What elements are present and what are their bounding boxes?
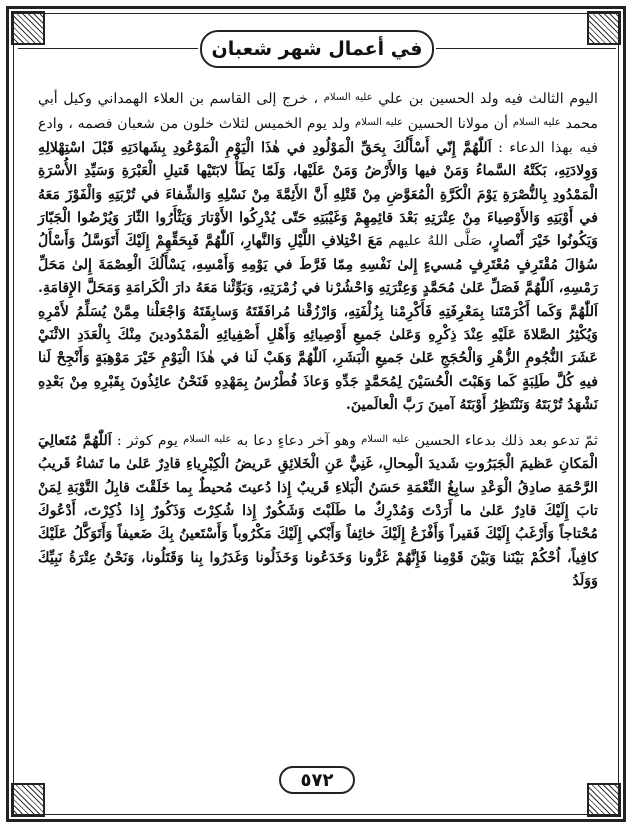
text-segment: صَلَّى اللهُ عليهم xyxy=(382,233,483,250)
text-segment: ثمّ تدعو بعد ذلك بدعاء الحسين xyxy=(409,432,598,449)
text-segment: ولد يوم الخميس لثلاث خلون من شعبان فصمه ، وادع فيه بهذا الدعاء : xyxy=(38,116,598,156)
chapter-title: في أعمال شهر شعبان xyxy=(211,38,423,60)
text-segment: وهو آخر دعاءٍ دعا به xyxy=(231,432,362,449)
honorific-mark: عليه السلام xyxy=(183,433,232,445)
honorific-mark: عليه السلام xyxy=(361,433,410,445)
prayer-text: اَللّٰهُمَّ مُتَعالِيَ الْمَكانِ عَظيمَ الْجَبَرُوتِ شَديدَ الْمِحالِ، غَنِيٌّ عَنِ الْخَلائِقِ عَريضُ الْكِبْرِياءِ قادِرٌ عَلىٰ ما تَشاءُ قَريبُ الرَّحْمَةِ صادِقُ الْوَعْدِ سابِغُ النِّعْمَةِ حَسَنُ الْبَلاءِ قَريبٌ إِذا دُعيتَ مُحيطٌ بِما خَلَقْتَ قابِلُ التَّوْبَةِ لِمَنْ تابَ إِلَيْكَ قادِرٌ عَلىٰ ما أَرَدْتَ وَمُدْرِكٌ ما طَلَبْتَ وَشَكُورٌ إِذا شُكِرْتَ وَذَكُورٌ إِذا ذُكِرْتَ، أَدْعُوكَ مُحْتاجاً وَأَرْغَبُ إِلَيْكَ فَقيراً وَأَفْزَعُ إِلَيْكَ خائِفاً وَأَبْكي إِلَيْكَ مَكْرُوباً وَأَسْتَعينُ بِكَ ضَعيفاً وَأَتَوَكَّلُ عَلَيْكَ كافِياً، اُحْكُمْ بَيْنَنا وَبَيْنَ قَوْمِنا فَإِنَّهُمْ غَرُّونا وَخَدَعُونا وَخَذَلُونا وَغَدَرُوا بِنا وَقَتَلُونا، وَنَحْنُ عِتْرَةُ نَبِيِّكَ وَوَلَدُ xyxy=(38,432,598,590)
chapter-title-plate xyxy=(200,30,434,68)
paragraph-1 xyxy=(38,86,598,418)
text-segment: ، خرج إلى القاسم بن العلاء الهمداني وكيل أبي محمد xyxy=(38,91,598,133)
text-segment: أن مولانا الحسين xyxy=(403,116,513,133)
page-number-plate xyxy=(279,766,355,794)
paragraph-2 xyxy=(38,428,598,594)
prayer-text: اَللّٰهُمَّ إِنّي أَسْأَلُكَ بِحَقِّ الْمَوْلُودِ في هٰذَا الْيَوْمِ الْمَوْعُودِ بِشَهادَتِهِ قَبْلَ اسْتِهْلالِهِ وَوِلادَتِهِ، بَكَتْهُ السَّماءُ وَمَنْ فيها وَالأَرْضُ وَمَنْ عَلَيْها، وَلَمّا يَطَأْ لابَتَيْها قَتيلِ الْعَبْرَةِ وَسَيِّدِ الأُسْرَةِ الْمَمْدُودِ بِالنُّصْرَةِ يَوْمَ الْكَرَّةِ الْمُعَوَّضِ مِنْ قَتْلِهِ أَنَّ الأَئِمَّةَ مِنْ نَسْلِهِ وَالشِّفاءَ في تُرْبَتِهِ وَالْفَوْزَ مَعَهُ في أَوْبَتِهِ وَالأَوْصِياءَ مِنْ عِتْرَتِهِ بَعْدَ قائِمِهِمْ وَغَيْبَتِهِ حَتّى يُدْرِكُوا الأَوْتارَ وَيَثْأَرُوا الثّارَ وَيُرْضُوا الْجَبّارَ وَيَكُونُوا خَيْرَ أَنْصارٍ، xyxy=(38,139,598,250)
page-number: ٥٧٢ xyxy=(300,769,334,791)
text-segment: اليوم الثالث فيه ولد الحسين بن علي xyxy=(372,91,598,107)
honorific-mark: عليه السلام xyxy=(512,117,561,129)
honorific-mark: عليه السلام xyxy=(355,117,404,129)
honorific-mark: عليه السلام xyxy=(323,92,373,103)
text-segment: يوم كوثر : xyxy=(111,432,184,449)
page-body xyxy=(38,86,598,594)
prayer-text: مَعَ اخْتِلافِ اللَّيْلِ وَالنَّهارِ، اَللّٰهُمَّ فَبِحَقِّهِمْ إِلَيْكَ أَتَوَسَّلُ وَأَسْأَلُ سُؤالَ مُقْتَرِفٍ مُعْتَرِفٍ مُسيءٍ إِلىٰ نَفْسِهِ مِمّا فَرَّطَ في يَوْمِهِ وَأَمْسِهِ، يَسْأَلُكَ الْعِصْمَةَ إِلىٰ مَحَلِّ رَمْسِهِ، اَللّٰهُمَّ فَصَلِّ عَلىٰ مُحَمَّدٍ وَعِتْرَتِهِ وَاحْشُرْنا في زُمْرَتِهِ، وَبَوِّئْنا مَعَهُ دارَ الْكَرامَةِ وَمَحَلَّ الإِقامَةِ. اَللّٰهُمَّ وَكَما أَكْرَمْتَنا بِمَعْرِفَتِهِ فَأَكْرِمْنا بِزُلْفَتِهِ، وَارْزُقْنا مُرافَقَتَهُ وَسابِقَتَهُ وَاجْعَلْنا مِمَّنْ يُسَلِّمُ لأَمْرِهِ وَيُكْثِرُ الصَّلاةَ عَلَيْهِ عِنْدَ ذِكْرِهِ وَعَلىٰ جَميعِ أَوْصِيائِهِ وَأَهْلِ أَصْفِيائِهِ الْمَمْدُودينَ مِنْكَ بِالْعَدَدِ الاثْنَيْ عَشَرَ النُّجُومِ الزُّهْرِ وَالْحُجَجِ عَلىٰ جَميعِ الْبَشَرِ، اَللّٰهُمَّ وَهَبْ لَنا في هٰذَا الْيَوْمِ خَيْرَ مَوْهِبَةٍ وَأَنْجِحْ لَنا فيهِ كُلَّ طَلِبَةٍ كَما وَهَبْتَ الْحُسَيْنَ لِمُحَمَّدٍ جَدِّهِ وَعاذَ فُطْرُسُ بِمَهْدِهِ فَنَحْنُ عائِذُونَ بِقَبْرِهِ مِنْ بَعْدِهِ نَشْهَدُ تُرْبَتَهُ وَنَنْتَظِرُ أَوْبَتَهُ آمينَ رَبَّ الْعالَمينَ. xyxy=(38,233,598,414)
